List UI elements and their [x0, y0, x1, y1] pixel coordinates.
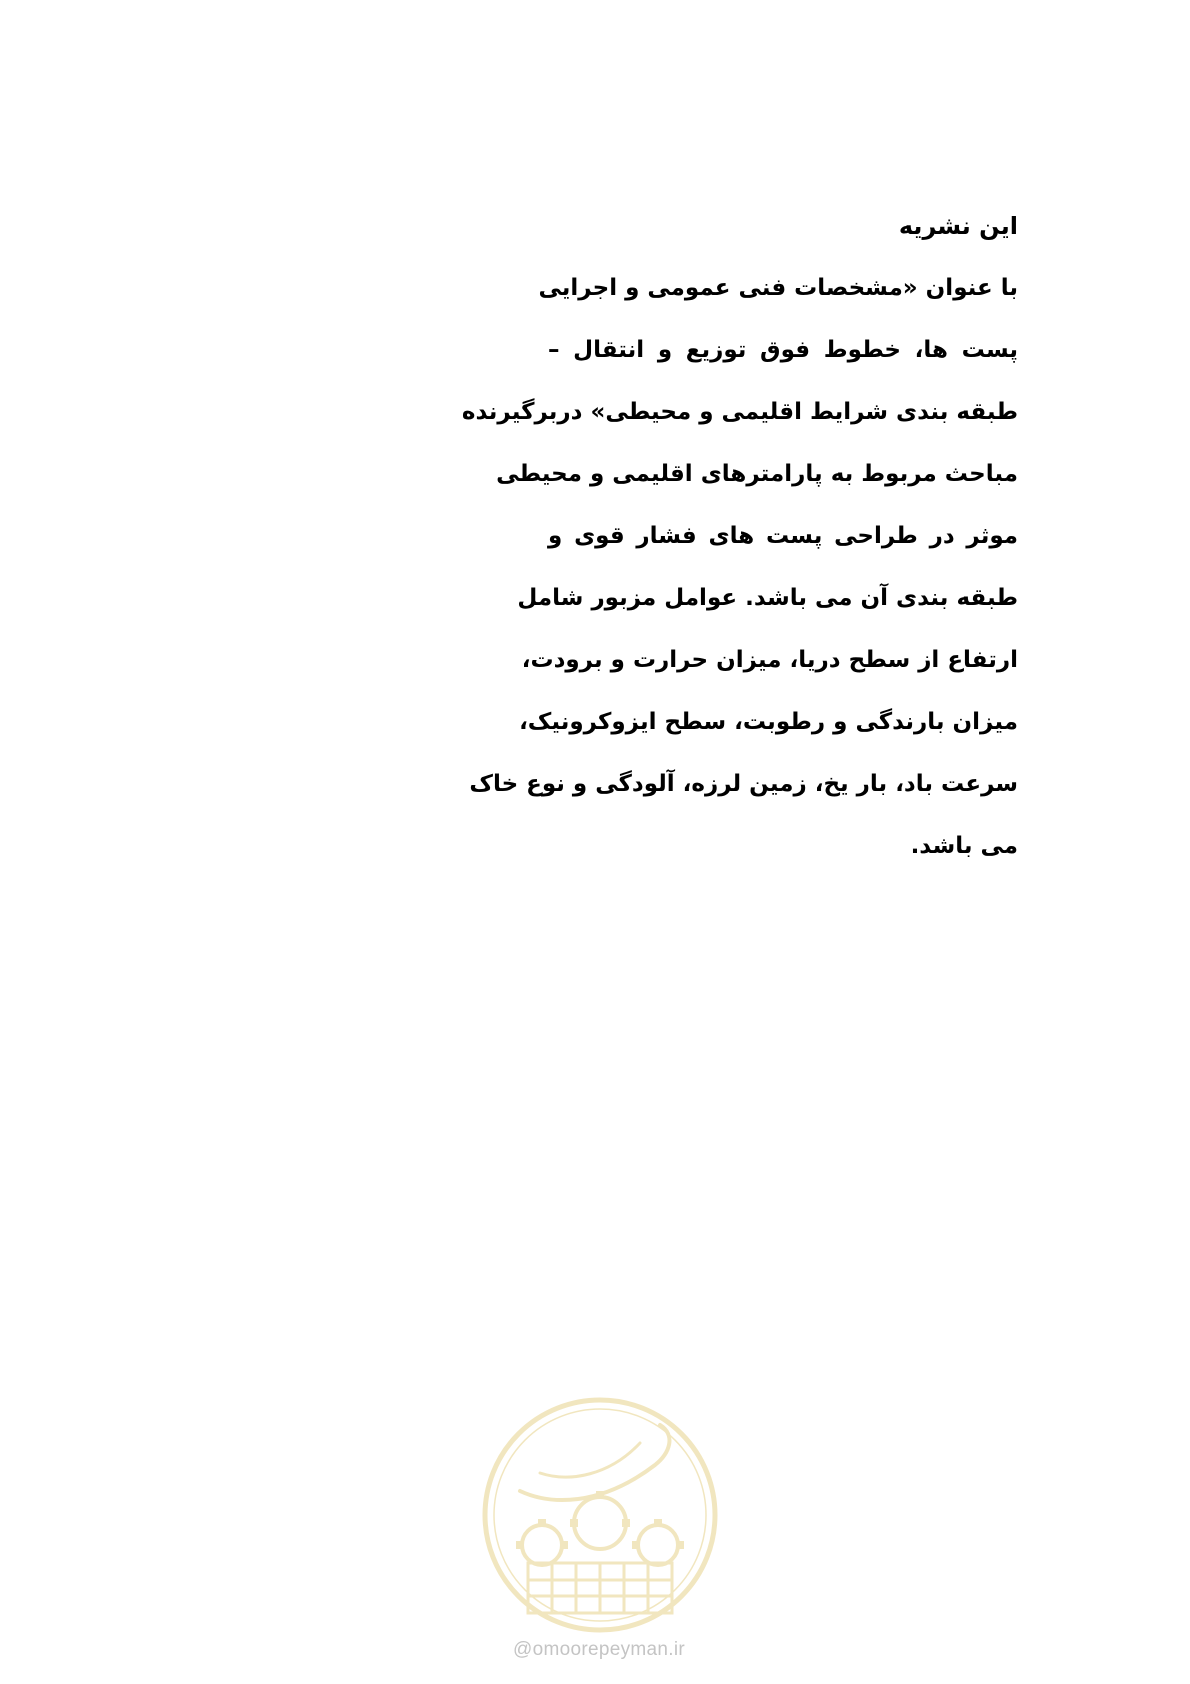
text-line: سرعت باد، بار یخ، زمین لرزه، آلودگی و نوع خاک — [469, 771, 1018, 797]
text-line: طبقه بندی آن می باشد. عوامل مزبور شامل — [517, 585, 1018, 611]
text-line: طبقه بندی شرایط اقلیمی و محیطی» دربرگیرنده — [461, 399, 1018, 425]
text-line: با عنوان «مشخصات فنی عمومی و اجرایی — [538, 275, 1018, 301]
text-line: ارتفاع از سطح دریا، میزان حرارت و برودت، — [521, 647, 1018, 673]
text-line: میزان بارندگی و رطوبت، سطح ایزوکرونیک، — [519, 709, 1018, 735]
text-line: پست ها، خطوط فوق توزیع و انتقال – — [548, 337, 1018, 363]
text-line: مباحث مربوط به پارامترهای اقلیمی و محیطی — [496, 461, 1018, 487]
website-watermark: @omoorepeyman.ir — [513, 1639, 685, 1660]
watermark-seal-logo — [480, 1395, 720, 1635]
text-line: موثر در طراحی پست های فشار قوی و — [548, 523, 1018, 549]
text-line-last: می باشد. — [910, 833, 1018, 859]
body-text — [461, 208, 1018, 890]
paragraph-heading: این نشریه — [898, 212, 1018, 240]
